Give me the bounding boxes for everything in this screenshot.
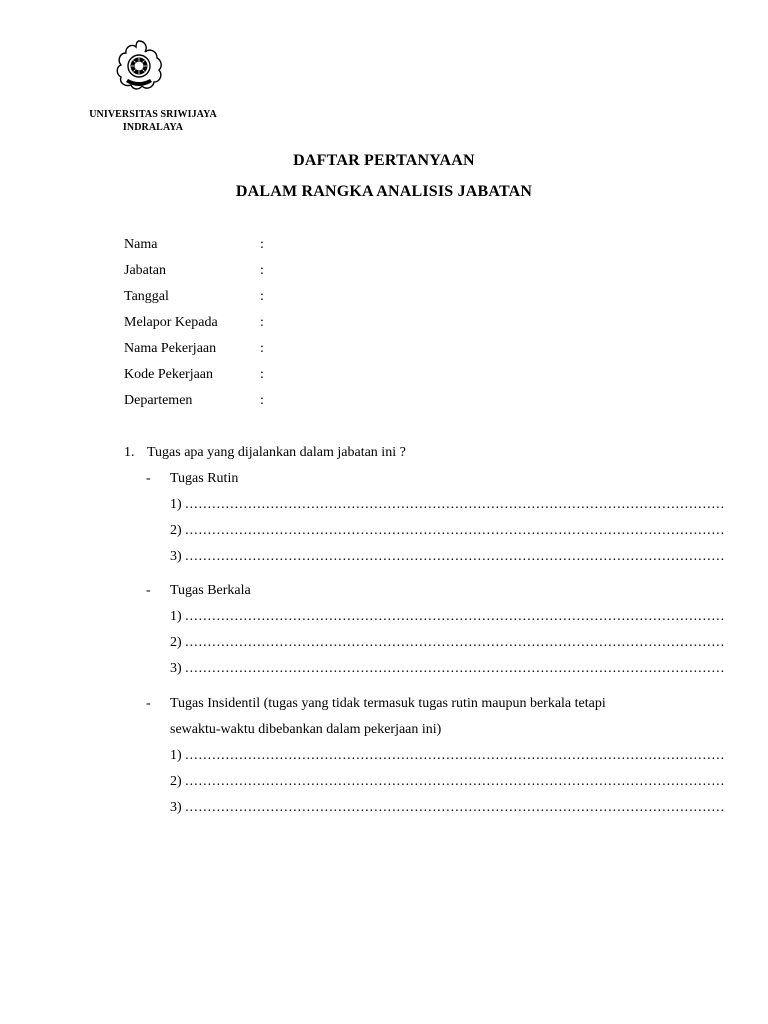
- answer-line: [170, 747, 726, 765]
- answer-line: [170, 608, 726, 626]
- answer-number: 1): [170, 748, 182, 763]
- field-departemen: [124, 392, 424, 418]
- field-label: Jabatan: [124, 263, 166, 278]
- answer-line: [170, 634, 726, 652]
- answer-number: 3): [170, 661, 182, 676]
- answer-number: 2): [170, 523, 182, 538]
- field-label: Kode Pekerjaan: [124, 367, 214, 382]
- answer-number: 1): [170, 497, 182, 512]
- university-name: UNIVERSITAS SRIWIJAYA: [89, 109, 217, 120]
- answer-dots: ........................................................................................................................: [185, 497, 726, 512]
- section-label-berkala: Tugas Berkala: [170, 583, 251, 598]
- identity-fields: [124, 236, 424, 418]
- field-tanggal: [124, 288, 424, 314]
- field-kode-pekerjaan: [124, 366, 424, 392]
- university-city: INDRALAYA: [122, 122, 184, 133]
- answer-dots: ........................................................................................................................: [185, 635, 726, 650]
- answer-number: 3): [170, 800, 182, 815]
- list-dash: -: [146, 696, 151, 711]
- answer-line: [170, 660, 726, 678]
- field-nama-pekerjaan: [124, 340, 424, 366]
- document-title: DAFTAR PERTANYAAN: [293, 152, 475, 169]
- field-colon: :: [260, 289, 264, 304]
- list-dash: -: [146, 583, 151, 598]
- question-number: 1.: [124, 445, 135, 460]
- field-colon: :: [260, 315, 264, 330]
- field-melapor-kepada: [124, 314, 424, 340]
- answer-line: [170, 548, 726, 566]
- field-colon: :: [260, 263, 264, 278]
- answer-dots: ........................................................................................................................: [185, 523, 726, 538]
- answer-number: 3): [170, 549, 182, 564]
- answer-line: [170, 799, 726, 817]
- section-label-rutin: Tugas Rutin: [170, 471, 239, 486]
- answer-dots: ........................................................................................................................: [185, 609, 726, 624]
- field-label: Departemen: [124, 393, 193, 408]
- field-nama: [124, 236, 424, 262]
- university-name-block: [60, 108, 246, 134]
- answer-line: [170, 496, 726, 514]
- field-label: Nama: [124, 237, 158, 252]
- field-label: Tanggal: [124, 289, 169, 304]
- answer-line: [170, 773, 726, 791]
- answer-number: 2): [170, 635, 182, 650]
- field-colon: :: [260, 367, 264, 382]
- field-colon: :: [260, 393, 264, 408]
- list-dash: -: [146, 471, 151, 486]
- answer-dots: ........................................................................................................................: [185, 748, 726, 763]
- answer-number: 1): [170, 609, 182, 624]
- university-seal-icon: [112, 38, 166, 92]
- question-text: Tugas apa yang dijalankan dalam jabatan ini ?: [147, 445, 406, 460]
- section-label-insidentil-cont: sewaktu-waktu dibebankan dalam pekerjaan ini): [170, 722, 442, 737]
- field-colon: :: [260, 237, 264, 252]
- section-label-insidentil: Tugas Insidentil (tugas yang tidak termasuk tugas rutin maupun berkala tetapi: [170, 696, 606, 711]
- answer-dots: ........................................................................................................................: [185, 800, 726, 815]
- document-subtitle: DALAM RANGKA ANALISIS JABATAN: [235, 183, 533, 200]
- field-colon: :: [260, 341, 264, 356]
- field-label: Nama Pekerjaan: [124, 341, 217, 356]
- answer-dots: ........................................................................................................................: [185, 549, 726, 564]
- answer-line: [170, 522, 726, 540]
- field-label: Melapor Kepada: [124, 315, 218, 330]
- field-jabatan: [124, 262, 424, 288]
- answer-dots: ........................................................................................................................: [185, 774, 726, 789]
- answer-dots: ........................................................................................................................: [185, 661, 726, 676]
- answer-number: 2): [170, 774, 182, 789]
